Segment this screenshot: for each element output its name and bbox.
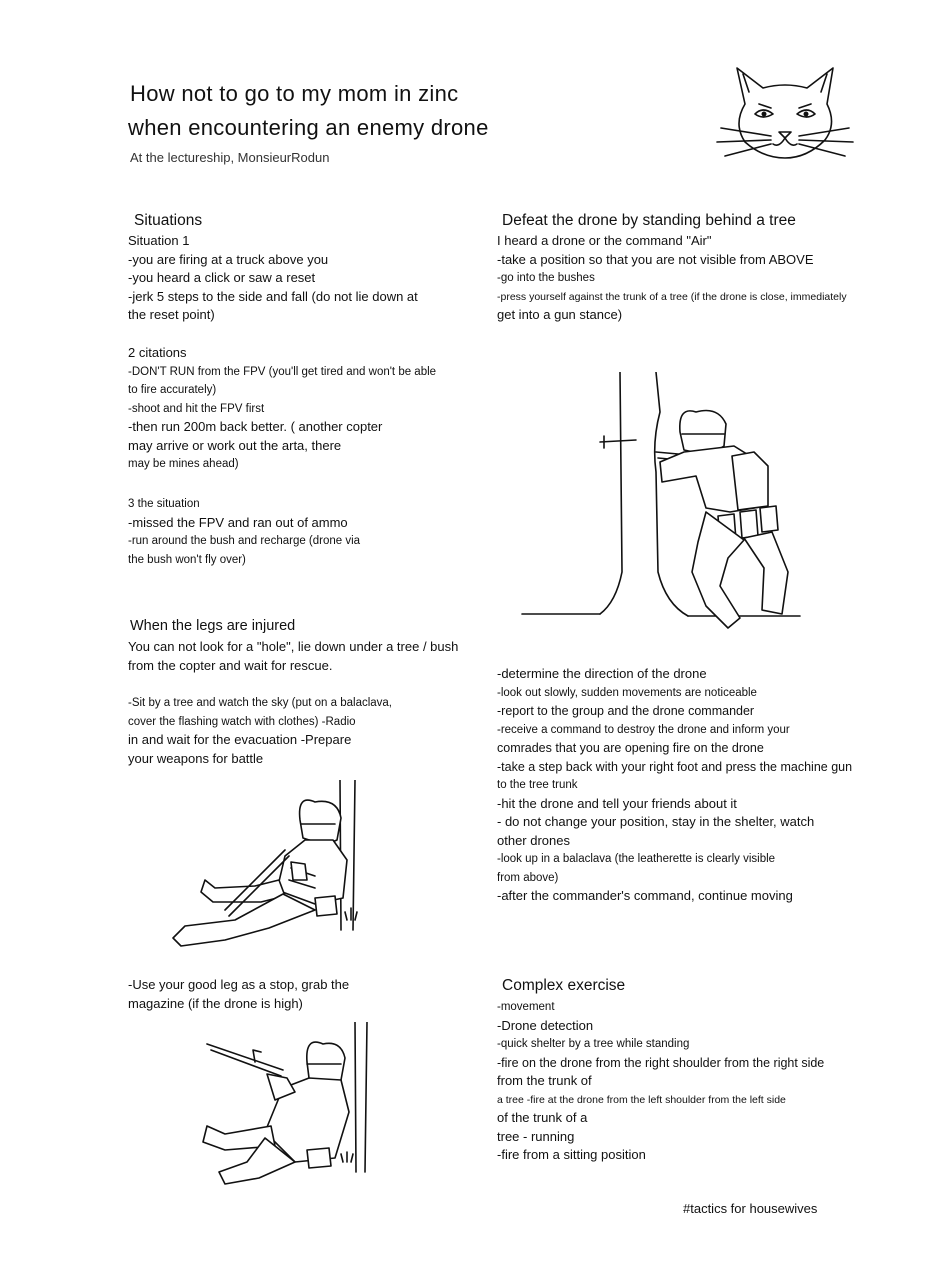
tree-step: comrades that you are opening fire on the drone: [497, 741, 764, 755]
situation-1-line: -you are firing at a truck above you: [128, 251, 329, 267]
cat-icon: [715, 62, 855, 162]
legs-extra-line: -Use your good leg as a stop, grab the: [128, 977, 350, 992]
situation-2-line: may arrive or work out the arta, there: [128, 437, 342, 453]
page-subtitle: At the lectureship, MonsieurRodun: [130, 150, 330, 165]
situation-2-title: 2 citations: [128, 345, 187, 360]
exercise-item: -Drone detection: [497, 1017, 594, 1033]
situation-3-title: 3 the situation: [128, 498, 200, 510]
tree-step: -hit the drone and tell your friends about it: [497, 795, 737, 811]
situation-2-block: [128, 344, 436, 474]
exercise-item: from the trunk of: [497, 1073, 592, 1088]
sitting-soldier-illustration: [165, 780, 375, 960]
situation-2-line: -then run 200m back better. ( another copter: [128, 419, 383, 434]
page-title-line2: when encountering an enemy drone: [128, 115, 489, 140]
legs-heading: When the legs are injured: [130, 618, 296, 634]
situation-1-block: [128, 232, 418, 325]
legs-step: in and wait for the evacuation -Prepare: [128, 732, 352, 747]
tree-step: other drones: [497, 832, 570, 848]
legs-line: from the copter and wait for rescue.: [128, 657, 333, 673]
exercise-item: -fire on the drone from the right shoulder from the right side: [497, 1055, 825, 1070]
legs-intro: [128, 638, 458, 675]
situation-3-block: [128, 495, 360, 569]
tree-heading: Defeat the drone by standing behind a tree: [502, 212, 796, 229]
tree-line: -go into the bushes: [497, 272, 595, 284]
situation-2-line: may be mines ahead): [128, 458, 239, 470]
exercise-item: of the trunk of a: [497, 1110, 588, 1125]
tree-step: -take a step back with your right foot and press the machine gun: [497, 759, 853, 774]
tree-line: -take a position so that you are not visible from ABOVE: [497, 251, 814, 267]
tree-line: -press yourself against the trunk of a tree (if the drone is close, immediately: [497, 290, 847, 303]
exercise-item: tree - running: [497, 1128, 575, 1144]
tree-step: -determine the direction of the drone: [497, 666, 707, 681]
tree-step: -look up in a balaclava (the leatherette is clearly visible: [497, 853, 776, 865]
legs-line: You can not look for a "hole", lie down under a tree / bush: [128, 639, 459, 654]
tree-step: -receive a command to destroy the drone and inform your: [497, 723, 790, 736]
legs-extra-line: magazine (if the drone is high): [128, 995, 303, 1011]
tree-step: to the tree trunk: [497, 779, 578, 791]
situation-1-line: -jerk 5 steps to the side and fall (do not lie down at: [128, 288, 418, 304]
tree-step: from above): [497, 871, 559, 884]
exercise-item: -movement: [497, 1001, 555, 1013]
situation-2-line: -DON'T RUN from the FPV (you'll get tired and won't be able: [128, 365, 437, 378]
tree-line: I heard a drone or the command "Air": [497, 233, 712, 248]
situation-2-line: to fire accurately): [128, 384, 217, 396]
footer-hashtag: #tactics for housewives: [683, 1201, 818, 1216]
situation-1-title: Situation 1: [128, 233, 190, 248]
situation-3-line: -missed the FPV and ran out of ammo: [128, 514, 348, 530]
tree-step: - do not change your position, stay in the shelter, watch: [497, 814, 815, 829]
situation-1-line: the reset point): [128, 307, 215, 322]
tree-step: -report to the group and the drone commander: [497, 704, 755, 718]
exercise-item: a tree -fire at the drone from the left shoulder from the left side: [497, 1093, 786, 1106]
page-title-line1: How not to go to my mom in zinc: [130, 81, 459, 106]
legs-step: -Sit by a tree and watch the sky (put on a balaclava,: [128, 697, 393, 709]
tree-cover-soldier-illustration: [520, 372, 820, 642]
exercise-heading: Complex exercise: [502, 977, 626, 994]
legs-step: your weapons for battle: [128, 750, 264, 766]
exercise-item: -fire from a sitting position: [497, 1147, 646, 1162]
tree-line: get into a gun stance): [497, 307, 623, 322]
exercise-list: [497, 998, 824, 1165]
legs-extra: [128, 976, 349, 1013]
situations-heading: Situations: [134, 212, 203, 229]
tree-intro: [497, 232, 847, 325]
situation-3-line: -run around the bush and recharge (drone via: [128, 535, 361, 547]
situation-2-line: -shoot and hit the FPV first: [128, 402, 265, 415]
legs-steps: [128, 694, 392, 768]
tree-step: -look out slowly, sudden movements are noticeable: [497, 686, 757, 699]
aiming-soldier-illustration: [195, 1022, 380, 1187]
tree-step: -after the commander's command, continue moving: [497, 888, 793, 903]
tree-steps: [497, 665, 852, 906]
legs-step: cover the flashing watch with clothes) -Radio: [128, 715, 356, 728]
situation-3-line: the bush won't fly over): [128, 553, 246, 566]
situation-1-line: -you heard a click or saw a reset: [128, 270, 316, 285]
exercise-item: -quick shelter by a tree while standing: [497, 1038, 690, 1050]
